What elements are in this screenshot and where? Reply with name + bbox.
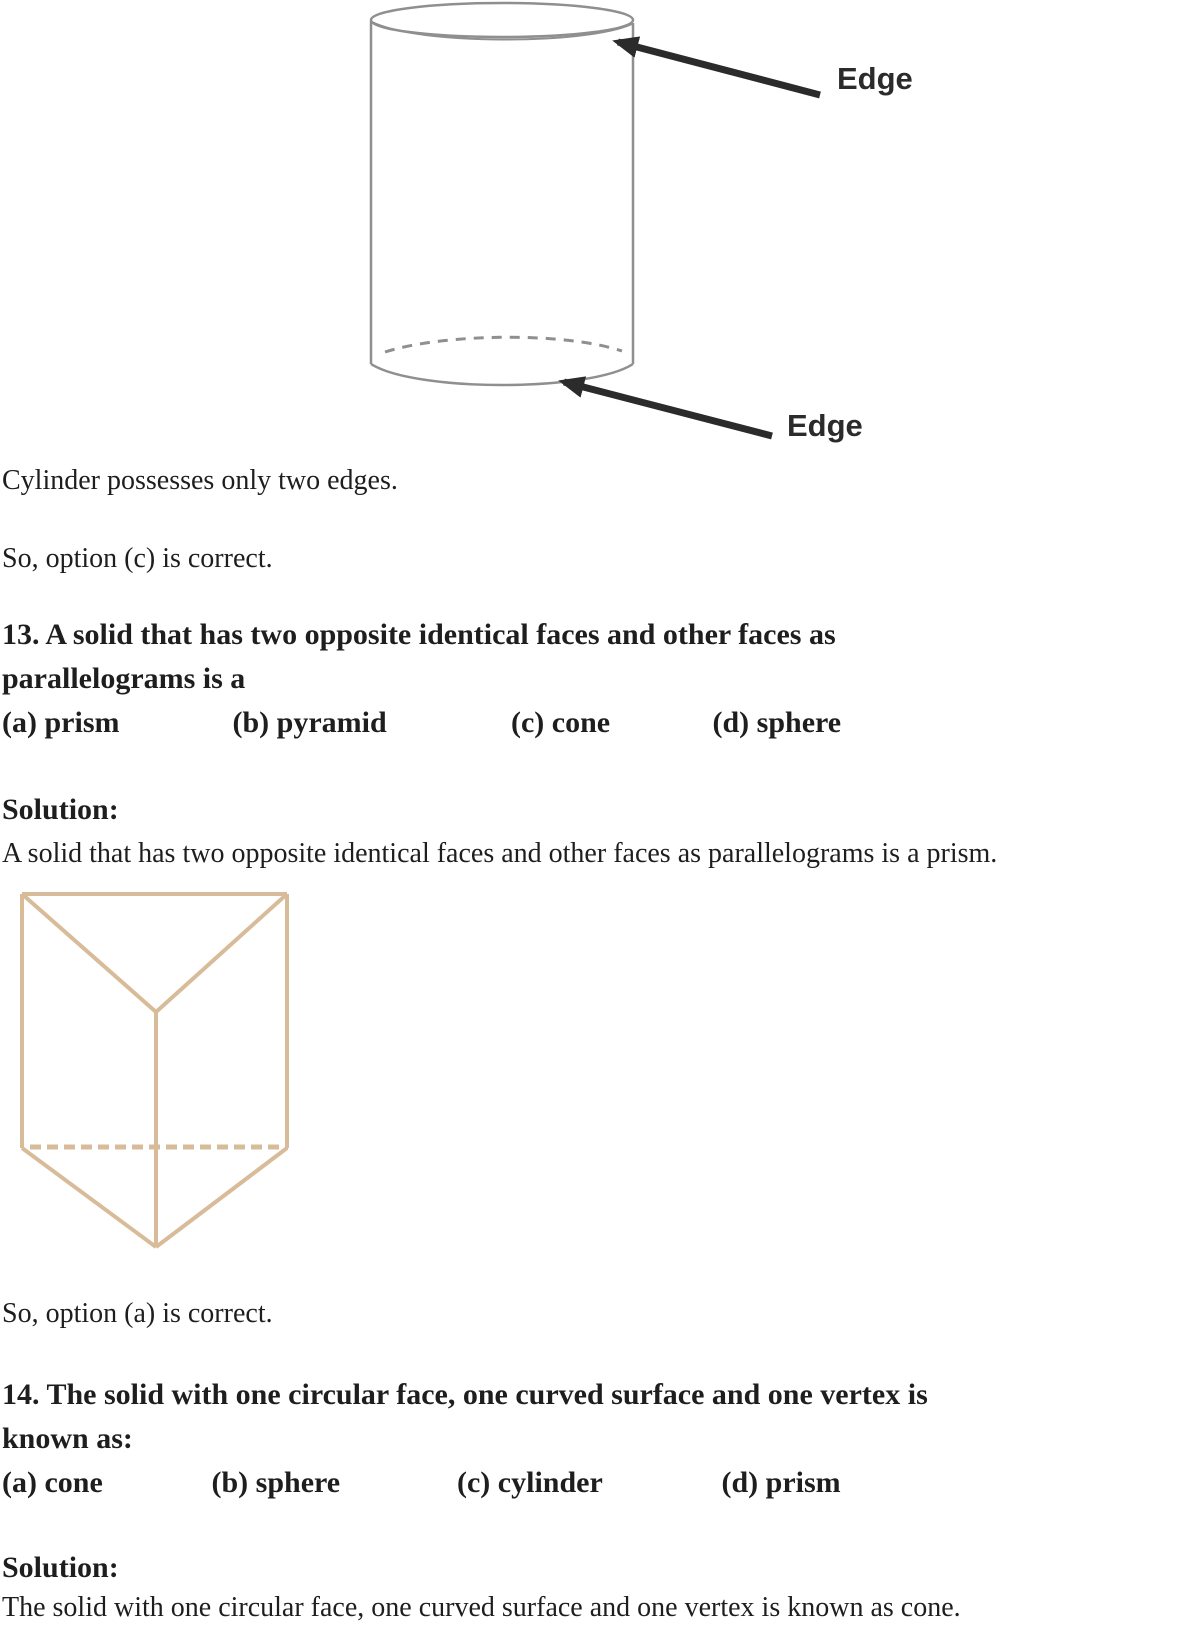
- option-b: (b) sphere: [211, 1466, 341, 1499]
- question-14: [2, 1373, 928, 1505]
- solution-heading-q13: Solution:: [2, 793, 119, 826]
- q13-conclusion: So, option (a) is correct.: [2, 1298, 273, 1329]
- prism-top-left-diagonal: [22, 894, 156, 1012]
- option-a: (a) prism: [2, 706, 120, 739]
- cylinder-bottom-hidden-edge: [385, 337, 622, 352]
- option-b: (b) pyramid: [232, 706, 387, 739]
- prism-bottom-left-diagonal: [22, 1148, 156, 1247]
- question-13-line2: parallelograms is a: [2, 662, 246, 695]
- option-d: (d) prism: [721, 1466, 841, 1499]
- solution-heading-q14: Solution:: [2, 1551, 119, 1584]
- question-14-line2: known as:: [2, 1422, 133, 1455]
- prism-bottom-right-diagonal: [156, 1148, 287, 1247]
- edge-label-top: Edge: [837, 61, 913, 96]
- question-14-line1: 14. The solid with one circular face, one curved surface and one vertex is: [2, 1378, 928, 1411]
- prism-outline: [22, 894, 288, 1247]
- cylinder-figure: [330, 0, 990, 452]
- edge-arrow-bottom: [564, 382, 772, 436]
- cylinder-outline: [371, 3, 633, 385]
- option-d: (d) sphere: [712, 706, 842, 739]
- solution-text-q14: The solid with one circular face, one curved surface and one vertex is known as cone.: [2, 1592, 961, 1623]
- prism-figure: [0, 885, 340, 1260]
- cylinder-note: Cylinder possesses only two edges.: [2, 465, 398, 496]
- edge-arrow-top: [618, 42, 820, 95]
- q12-conclusion: So, option (c) is correct.: [2, 543, 273, 574]
- question-14-options: [2, 1461, 928, 1505]
- edge-arrows: [564, 42, 820, 436]
- cylinder-bottom-front-edge: [371, 364, 633, 385]
- option-c: (c) cone: [511, 706, 611, 739]
- question-13-line1: 13. A solid that has two opposite identical faces and other faces as: [2, 618, 836, 651]
- solution-text-q13: A solid that has two opposite identical faces and other faces as parallelograms is a prism.: [2, 838, 998, 869]
- edge-label-bottom: Edge: [787, 408, 863, 443]
- prism-top-right-diagonal: [156, 894, 287, 1012]
- option-a: (a) cone: [2, 1466, 103, 1499]
- option-c: (c) cylinder: [457, 1466, 603, 1499]
- question-13: [2, 613, 841, 745]
- question-13-options: [2, 701, 841, 745]
